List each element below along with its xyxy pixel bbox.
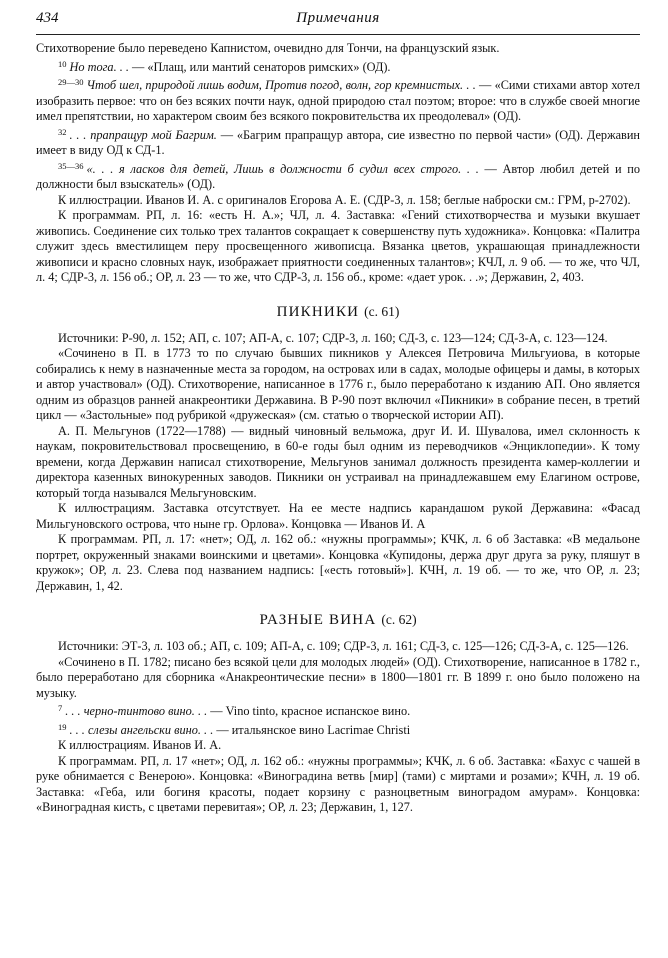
line-note: $^{10}$ Но тога. . . — «Плащ, или мантий сенаторов римских» (ОД). <box>58 58 391 74</box>
section-title: РАЗНЫЕ ВИНА <box>259 612 377 628</box>
programs-note: К программам. РП, л. 17: «нет»; ОД, л. 162 об.: «нужны программы»; КЧК, л. 6 об Заставка: «В медальоне портрет, окруженный знаками воинскими и цветами». Концовка «Купидоны, держа друг друга за руку, пляшут в кружок»; ОР, л. 23. Слева под названием надпись: [«есть готовый»]. КЧН, л. 19 об. — то же, что ОР, л. 23; Державин, 1, 42. <box>36 532 640 593</box>
paragraph: А. П. Мельгунов (1722—1788) — видный чиновный вельможа, друг И. И. Шувалова, имел склонность к наукам, покровительствовал просвещению, в 60-е годы был одним из переводчиков «Энциклопедии». К тому времени, когда Державин написал стихотворение, Мельгунов занимал должность президента камер-коллегии и директора казенных винокуренных заводов. Пикники он устраивал на принадлежавшем ему Елагином острове, который тогда назывался Мельгуновским. <box>36 423 640 500</box>
paragraph: «Сочинено в П. 1782; писано без всякой цели для молодых людей» (ОД). Стихотворение, написанное в 1782 г., было переработано для сборника «Анакреонтические песни» в 1800—1801 гг. В 1899 г. оно было положено на музыку. <box>36 654 640 700</box>
sources-paragraph: Источники: ЭТ-3, л. 103 об.; АП, с. 109; АП-А, с. 109; СДР-3, л. 161; СД-3, с. 125—126; СД-3-А, с. 125—126. <box>58 639 629 653</box>
programs-note: К программам. РП, л. 17 «нет»; ОД, л. 162 об.: «нужны программы»; КЧК, л. 6 об. Заставка: «Бахус с чашей в руке обнимается с Венерою». Концовка: «Виноградина ветвь [мир] (тами) с миртами и розами»; КЧН, л. 19 об. Заставка: «Геба, или богиня красоты, подает корзину с разноцветным виноградом амурам». Концовка: «Виноградная кисть, с цветами перевитая»; ОР, л. 23; Державин, 1, 127. <box>36 753 640 814</box>
section-heading <box>36 612 640 629</box>
page-header <box>36 0 640 35</box>
top-notes-block <box>36 41 640 286</box>
sources-paragraph: Источники: Р-90, л. 152; АП, с. 107; АП-А, с. 107; СДР-3, л. 160; СД-3, с. 123—124; СД-3-А, с. 123—124. <box>58 330 608 345</box>
illustrations-note: К иллюстрациям. Иванов И. А. <box>58 738 222 752</box>
section-heading <box>36 304 640 321</box>
line-note: $^7$ . . . черно-тинтово вино. . . — Vino tinto, красное испанское вино. <box>58 703 411 718</box>
page-number: 434 <box>36 10 59 26</box>
line-note: $^{29—30}$ Чтоб шел, природой лишь водим, Против погод, волн, гор кремнистых. . . — «Сими стихами автор хотел изобразить первое: что он без всяких почти наук, одной природою стал поэтом; второе: что в службе своей многие имел препятствии, но характером своим без всякого покровительства их преодолевал» (ОД). <box>36 77 640 123</box>
line-note: $^{19}$ . . . слезы ангельски вино. . . — итальянское вино Lacrimae Christi <box>58 721 411 737</box>
illustrations-note: К иллюстрациям. Заставка отсутствует. На ее месте надпись карандашом рукой Державина: «Фасад Мильгуновского острова, что ныне гр. Орлова». Концовка — Иванов И. А <box>36 501 640 531</box>
section-title: ПИКНИКИ <box>276 303 360 320</box>
illustrations-note: К иллюстрации. Иванов И. А. с оригиналов Егорова А. Е. (СДР-3, л. 158; беглые наброски см.: ГРМ, р-2702). <box>58 192 631 207</box>
section-page-ref: (с. 61) <box>364 303 400 319</box>
paragraph: Стихотворение было переведено Капнистом, очевидно для Тончи, на французский язык. <box>36 41 500 55</box>
section-body <box>36 331 640 595</box>
line-note: $^{32}$ . . . прапращур мой Багрим. — «Багрим прапращур автора, сие известно по первой части» (ОД). Державин имеет в виду ОД к СД-1. <box>36 126 640 157</box>
line-note: $^{35—36}$ «. . . я ласков для детей, Лишь в должности б судил всех строго. . . — Автор любил детей и по должности был взыскатель» (ОД). <box>36 160 640 191</box>
running-title: Примечания <box>296 10 380 26</box>
section-page-ref: (с. 62) <box>381 612 417 627</box>
programs-note: К программам. РП, л. 16: «есть Н. А.»; ЧЛ, л. 4. Заставка: «Гений стихотворчества и музыки вкушает живопись. Соединение сих только трех талантов сокращает к совершенству путь художника». Концовка: «Палитра служит здесь вместилищем перу просвещенного живописца. Вязанка цветов, украшающая принадлежности живописи и красно словных наук, изображает приятности соединенных талантов»; КЧЛ, л. 9 об. — то же, что ЧЛ, л. 4; СДР-3, л. 156 об.; ОР, л. 23 — то же, что СДР-3, л. 156 об., кроме: «дает урок. . .»; Державин, 2, 403. <box>36 208 640 284</box>
paragraph: «Сочинено в П. в 1773 то по случаю бывших пикников у Алексея Петровича Мильгуиова, в которые собирались к нему в назначенные места за городом, на островах или в садах, молодые офицеры и дамы, в которых и автор участвовал» (ОД). Стихотворение, написанное в 1776 г., было переработано к изданию АП. Оно является одним из образцов ранней анакреонтики Державина. В Р-90 поэт включил «Пикники» в собрание песен, в третий цикл — «Застольные» под рубрикой «дружеская» (см. статью о творческой истории АП). <box>36 346 640 422</box>
section-body <box>36 639 640 816</box>
